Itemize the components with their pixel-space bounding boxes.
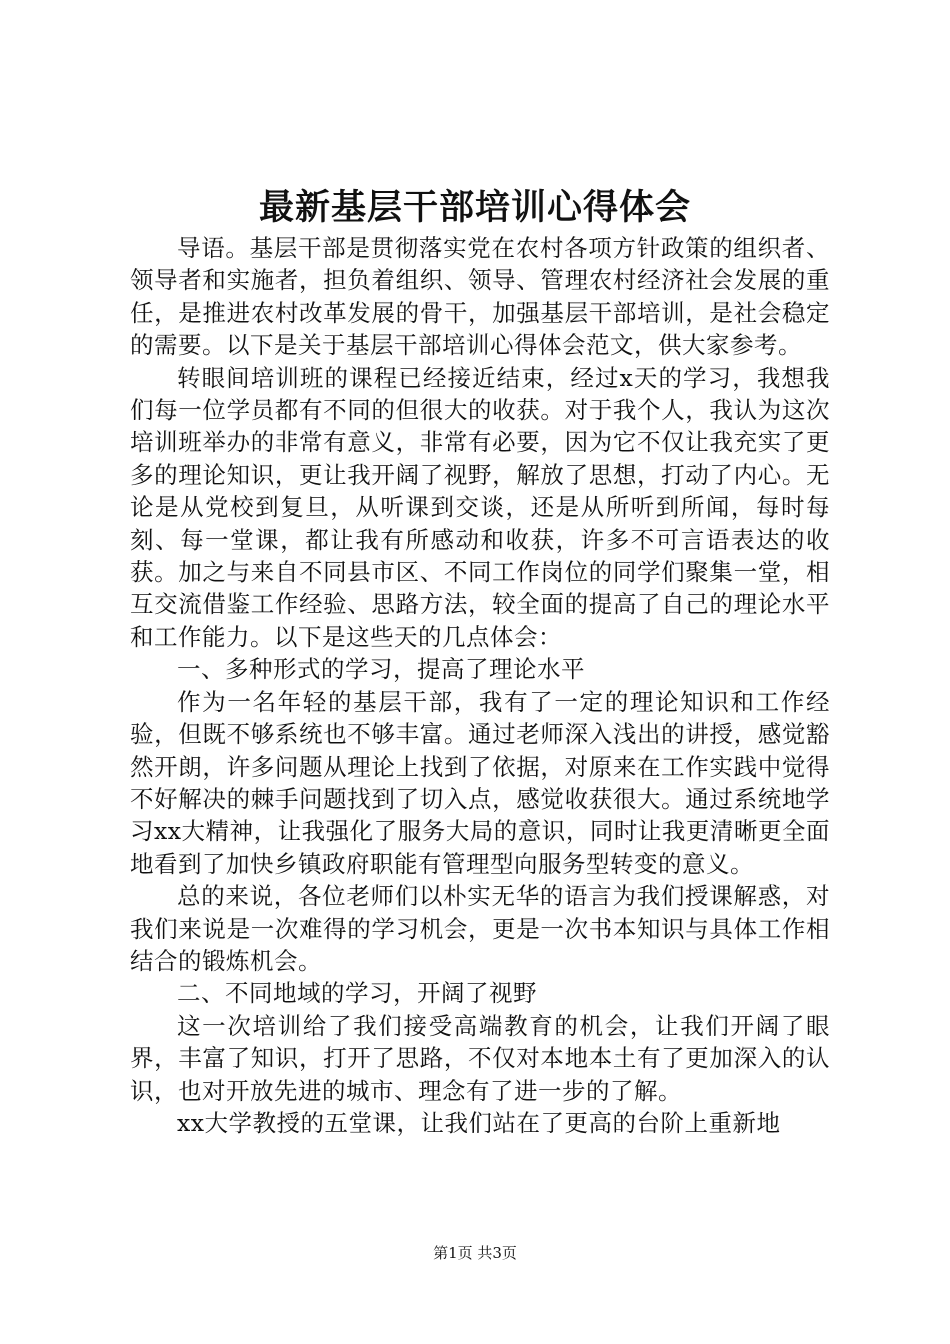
document-title: 最新基层干部培训心得体会 [258,187,691,228]
page-footer: 第1页 共3页 [433,1244,517,1262]
paragraph-section-1-conclusion: 总的来说，各位老师们以朴实无华的语言为我们授课解惑，对我们来说是一次难得的学习机会，更是一次书本知识与具体工作相结合的锻炼机会。 [130,882,830,975]
document-body [130,232,830,1139]
paragraph-section-2-continued: xx大学教授的五堂课，让我们站在了更高的台阶上重新地 [177,1108,781,1137]
paragraph-summary: 转眼间培训班的课程已经接近结束，经过x天的学习，我想我们每一位学员都有不同的但很大的收获。对于我个人，我认为这次培训班举办的非常有意义，非常有必要，因为它不仅让我充实了更多的理论知识，更让我开阔了视野，解放了思想，打动了内心。无论是从党校到复旦，从听课到交谈，还是从所听到所闻，每时每刻、每一堂课，都让我有所感动和收获，许多不可言语表达的收获。加之与来自不同县市区、不同工作岗位的同学们聚集一堂，相互交流借鉴工作经验、思路方法，较全面的提高了自己的理论水平和工作能力。以下是这些天的几点体会： [130,363,830,651]
section-heading-2: 二、不同地域的学习，开阔了视野 [177,979,537,1008]
paragraph-section-1: 作为一名年轻的基层干部，我有了一定的理论知识和工作经验，但既不够系统也不够丰富。通过老师深入浅出的讲授，感觉豁然开朗，许多问题从理论上找到了依据，对原来在工作实践中觉得不好解决的棘手问题找到了切入点，感觉收获很大。通过系统地学习xx大精神，让我强化了服务大局的意识，同时让我更清晰更全面地看到了加快乡镇政府职能有管理型向服务型转变的意义。 [130,687,830,878]
paragraph-intro: 导语。基层干部是贯彻落实党在农村各项方针政策的组织者、领导者和实施者，担负着组织、领导、管理农村经济社会发展的重任，是推进农村改革发展的骨干，加强基层干部培训，是社会稳定的需要。以下是关于基层干部培训心得体会范文，供大家参考。 [130,234,830,360]
section-heading-1: 一、多种形式的学习，提高了理论水平 [177,655,585,684]
paragraph-section-2: 这一次培训给了我们接受高端教育的机会，让我们开阔了眼界，丰富了知识，打开了思路，不仅对本地本土有了更加深入的认识，也对开放先进的城市、理念有了进一步的了解。 [130,1011,830,1105]
